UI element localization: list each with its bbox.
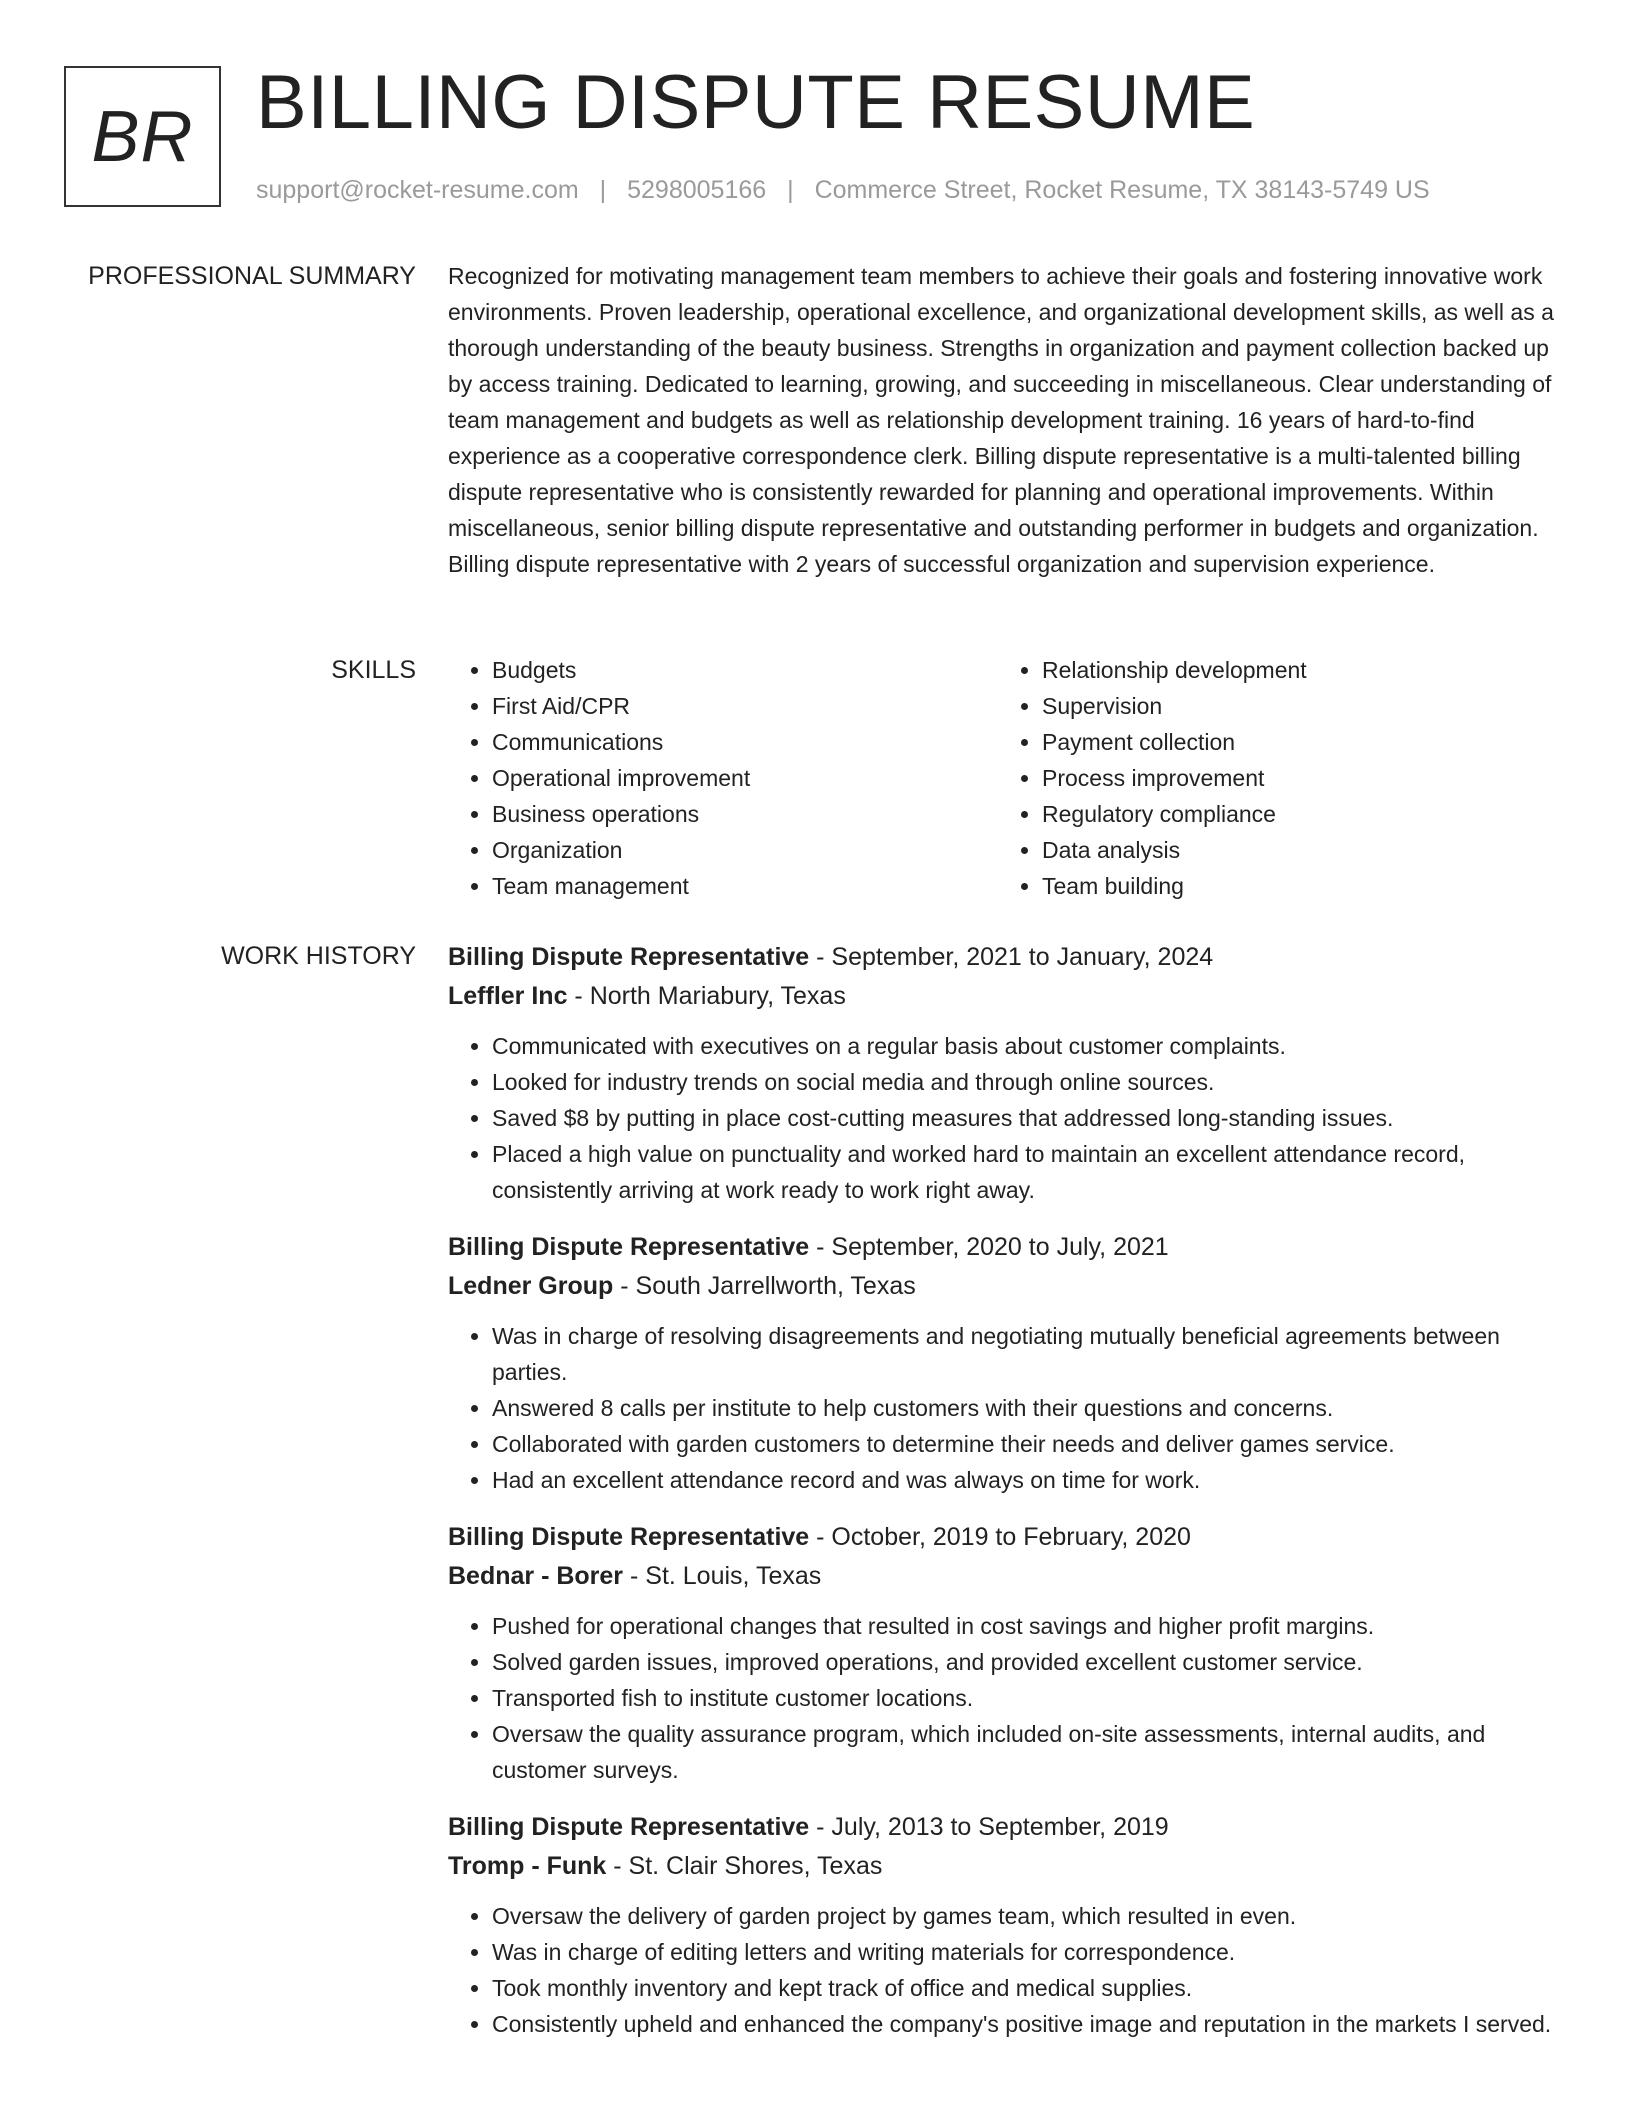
skill-item: • Communications	[492, 724, 998, 760]
job-role-line	[448, 938, 1570, 977]
job-location: - South Jarrellworth, Texas	[613, 1272, 916, 1300]
job-bullet: • Looked for industry trends on social media and through online sources.	[492, 1064, 1570, 1100]
job-bullets	[448, 1318, 1570, 1498]
skill-item: • Data analysis	[1042, 832, 1548, 868]
job-entry	[448, 938, 1570, 1208]
contact-line	[256, 174, 1430, 206]
skills-body	[448, 652, 1570, 904]
job-bullets	[448, 1028, 1570, 1208]
skill-item: • First Aid/CPR	[492, 688, 998, 724]
job-location: - North Mariabury, Texas	[567, 982, 846, 1010]
job-role-line	[448, 1518, 1570, 1557]
job-dates: - October, 2019 to February, 2020	[809, 1523, 1191, 1551]
job-entry	[448, 1808, 1570, 2042]
job-entry	[448, 1228, 1570, 1498]
job-location: - St. Clair Shores, Texas	[606, 1852, 883, 1880]
work-history-heading: WORK HISTORY	[221, 942, 416, 970]
skill-item: • Budgets	[492, 652, 998, 688]
skill-item: • Business operations	[492, 796, 998, 832]
job-bullet: • Oversaw the delivery of garden project by games team, which resulted in even.	[492, 1898, 1570, 1934]
job-bullet: • Took monthly inventory and kept track of office and medical supplies.	[492, 1970, 1570, 2006]
job-company: Ledner Group	[448, 1272, 614, 1300]
skill-item: • Team building	[1042, 868, 1548, 904]
skill-item: • Payment collection	[1042, 724, 1548, 760]
job-company-line	[448, 1267, 1570, 1306]
job-bullet: • Solved garden issues, improved operations, and provided excellent customer service.	[492, 1644, 1570, 1680]
skill-item: • Supervision	[1042, 688, 1548, 724]
job-bullet: • Placed a high value on punctuality and worked hard to maintain an excellent attendance record, consistently arriving at work ready to work right away.	[492, 1136, 1570, 1208]
job-bullet: • Communicated with executives on a regular basis about customer complaints.	[492, 1028, 1570, 1064]
job-bullet: • Transported fish to institute customer locations.	[492, 1680, 1570, 1716]
skill-item: • Relationship development	[1042, 652, 1548, 688]
job-company-line	[448, 1847, 1570, 1886]
skills-columns	[448, 652, 1570, 904]
job-role: Billing Dispute Representative	[448, 943, 810, 971]
job-location: - St. Louis, Texas	[623, 1562, 822, 1590]
job-role: Billing Dispute Representative	[448, 1523, 810, 1551]
resume-title: BILLING DISPUTE RESUME	[256, 60, 1256, 145]
job-bullet: • Collaborated with garden customers to determine their needs and deliver games service.	[492, 1426, 1570, 1462]
skill-item: • Operational improvement	[492, 760, 998, 796]
job-bullets	[448, 1898, 1570, 2042]
job-bullet: • Answered 8 calls per institute to help customers with their questions and concerns.	[492, 1390, 1570, 1426]
job-bullet: • Oversaw the quality assurance program, which included on-site assessments, internal audits, and customer surveys.	[492, 1716, 1570, 1788]
job-dates: - July, 2013 to September, 2019	[809, 1813, 1169, 1841]
job-company-line	[448, 1557, 1570, 1596]
skill-item: • Regulatory compliance	[1042, 796, 1548, 832]
contact-separator: |	[599, 176, 607, 204]
summary-heading: PROFESSIONAL SUMMARY	[88, 262, 416, 290]
summary-body	[448, 258, 1570, 582]
skill-item: • Team management	[492, 868, 998, 904]
job-company: Tromp - Funk	[448, 1852, 607, 1880]
skills-list-right	[998, 652, 1548, 904]
job-dates: - September, 2021 to January, 2024	[809, 943, 1214, 971]
contact-address: Commerce Street, Rocket Resume, TX 38143-5749 US	[814, 176, 1430, 204]
job-company: Bednar - Borer	[448, 1562, 624, 1590]
monogram-box	[64, 66, 221, 207]
job-bullet: • Was in charge of editing letters and writing materials for correspondence.	[492, 1934, 1570, 1970]
monogram-initials: BR	[91, 96, 194, 177]
job-company: Leffler Inc	[448, 982, 568, 1010]
skill-item: • Process improvement	[1042, 760, 1548, 796]
job-bullet: • Consistently upheld and enhanced the company's positive image and reputation in the markets I served.	[492, 2006, 1570, 2042]
job-role: Billing Dispute Representative	[448, 1233, 810, 1261]
job-entry	[448, 1518, 1570, 1788]
job-bullet: • Pushed for operational changes that resulted in cost savings and higher profit margins.	[492, 1608, 1570, 1644]
summary-text: Recognized for motivating management team members to achieve their goals and fostering innovative work environments. Proven leadership, operational excellence, and organizational development skills, as well as a thorough understanding of the beauty business. Strengths in organization and payment collection backed up by access training. Dedicated to learning, growing, and succeeding in miscellaneous. Clear understanding of team management and budgets as well as relationship development training. 16 years of hard-to-find experience as a cooperative correspondence clerk. Billing dispute representative is a multi-talented billing dispute representative who is consistently rewarded for planning and operational improvements. Within miscellaneous, senior billing dispute representative and outstanding performer in budgets and organization. Billing dispute representative with 2 years of successful organization and supervision experience.	[448, 263, 1554, 577]
skills-heading: SKILLS	[331, 656, 416, 684]
job-role-line	[448, 1228, 1570, 1267]
job-role-line	[448, 1808, 1570, 1847]
job-bullet: • Had an excellent attendance record and was always on time for work.	[492, 1462, 1570, 1498]
work-history-body	[448, 938, 1570, 2062]
job-bullet: • Was in charge of resolving disagreements and negotiating mutually beneficial agreements between parties.	[492, 1318, 1570, 1390]
job-role: Billing Dispute Representative	[448, 1813, 810, 1841]
skill-item: • Organization	[492, 832, 998, 868]
job-bullet: • Saved $8 by putting in place cost-cutting measures that addressed long-standing issues.	[492, 1100, 1570, 1136]
job-company-line	[448, 977, 1570, 1016]
contact-separator: |	[787, 176, 794, 204]
contact-email: support@rocket-resume.com	[256, 176, 579, 204]
skills-list-left	[448, 652, 998, 904]
job-dates: - September, 2020 to July, 2021	[809, 1233, 1169, 1261]
job-bullets	[448, 1608, 1570, 1788]
contact-phone: 5298005166	[627, 176, 767, 204]
